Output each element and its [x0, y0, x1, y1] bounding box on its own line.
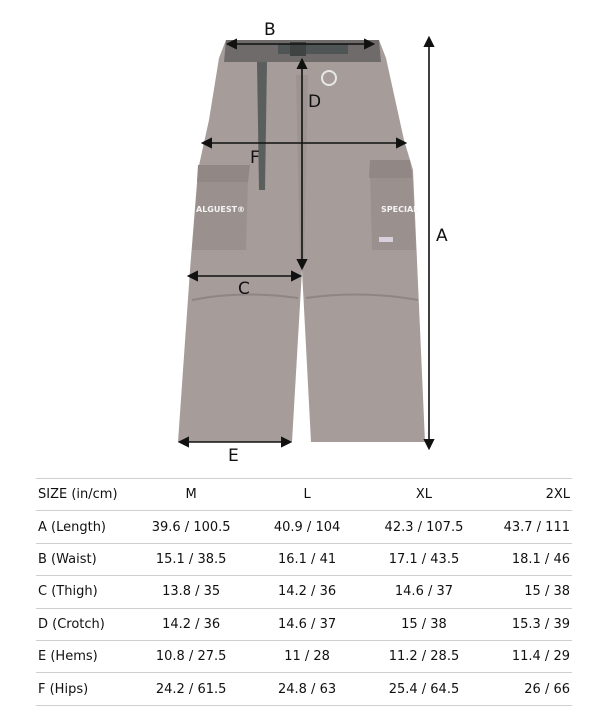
cell-l: 16.1 / 41 [249, 543, 366, 575]
cell-l: 14.6 / 37 [249, 608, 366, 640]
table-row [36, 608, 572, 640]
table-row [36, 673, 572, 705]
row-label: A (Length) [36, 511, 134, 543]
table-row [36, 543, 572, 575]
row-label: D (Crotch) [36, 608, 134, 640]
cell-m: 24.2 / 61.5 [134, 673, 249, 705]
table-row [36, 576, 572, 608]
table-row [36, 640, 572, 672]
cell-2xl: 15.3 / 39 [482, 608, 572, 640]
belt-strap [278, 44, 348, 54]
cell-m: 39.6 / 100.5 [134, 511, 249, 543]
label-c: C [238, 279, 250, 299]
cell-xl: 15 / 38 [365, 608, 482, 640]
size-table [36, 478, 572, 706]
cell-xl: 25.4 / 64.5 [365, 673, 482, 705]
cell-l: 14.2 / 36 [249, 576, 366, 608]
cell-2xl: 18.1 / 46 [482, 543, 572, 575]
logo-tag [379, 237, 393, 242]
table-header-row [36, 479, 572, 511]
label-e: E [228, 446, 239, 466]
label-b: B [264, 20, 276, 40]
header-m: M [134, 479, 249, 511]
header-xl: XL [365, 479, 482, 511]
label-d: D [308, 92, 322, 112]
cell-m: 14.2 / 36 [134, 608, 249, 640]
cell-xl: 14.6 / 37 [365, 576, 482, 608]
cell-2xl: 15 / 38 [482, 576, 572, 608]
row-label: E (Hems) [36, 640, 134, 672]
label-f: F [250, 148, 260, 168]
cell-2xl: 43.7 / 111 [482, 511, 572, 543]
right-pocket-flap [369, 160, 412, 178]
cell-m: 15.1 / 38.5 [134, 543, 249, 575]
header-2xl: 2XL [482, 479, 572, 511]
cell-2xl: 26 / 66 [482, 673, 572, 705]
cell-xl: 11.2 / 28.5 [365, 640, 482, 672]
cell-2xl: 11.4 / 29 [482, 640, 572, 672]
cell-xl: 17.1 / 43.5 [365, 543, 482, 575]
table-row [36, 511, 572, 543]
row-label: B (Waist) [36, 543, 134, 575]
left-pocket-flap [197, 165, 250, 182]
header-l: L [249, 479, 366, 511]
cell-l: 24.8 / 63 [249, 673, 366, 705]
row-label: C (Thigh) [36, 576, 134, 608]
header-size: SIZE (in/cm) [36, 479, 134, 511]
cell-l: 40.9 / 104 [249, 511, 366, 543]
cell-l: 11 / 28 [249, 640, 366, 672]
cell-m: 10.8 / 27.5 [134, 640, 249, 672]
left-leg-print: ALGUEST® [196, 205, 246, 214]
row-label: F (Hips) [36, 673, 134, 705]
cell-m: 13.8 / 35 [134, 576, 249, 608]
label-a: A [436, 226, 448, 246]
right-leg-print: SPECIAL [381, 205, 419, 214]
cell-xl: 42.3 / 107.5 [365, 511, 482, 543]
